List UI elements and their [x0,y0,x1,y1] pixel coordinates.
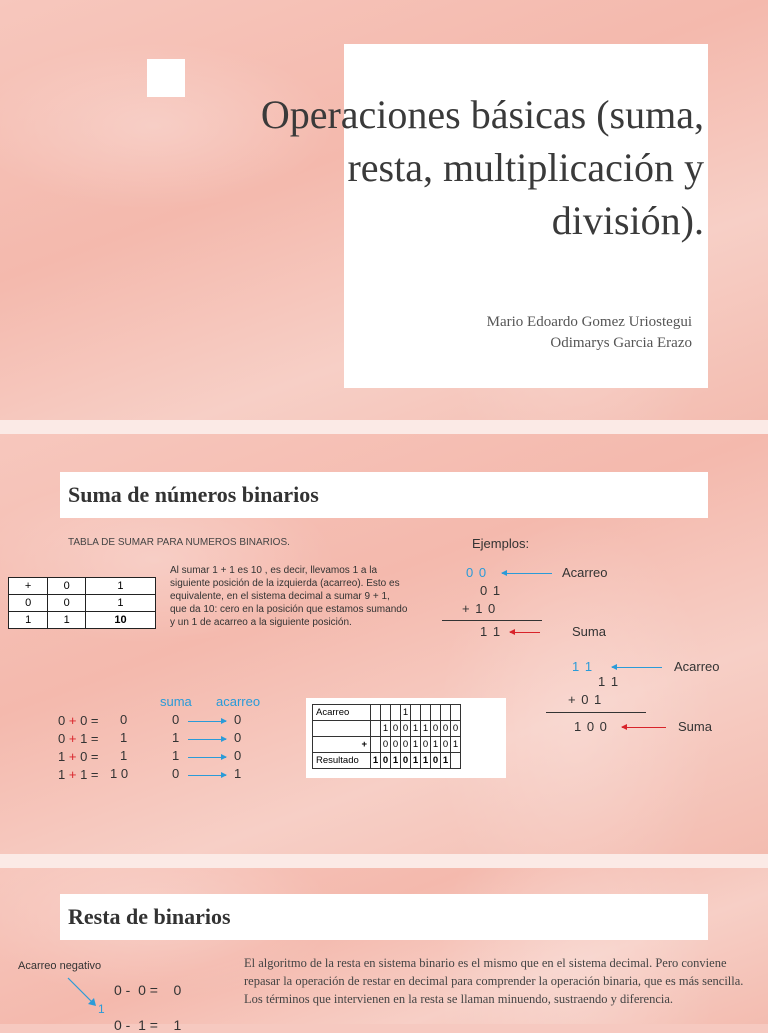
binary-addition-slide [0,434,768,854]
rule-sum: 1 [172,748,180,763]
explanation-text: Al sumar 1 + 1 es 10 , es decir, llevamos 1 a la siguiente posición de la izquierda (acarreo). Esto es equivalente, en el sistema decimal a sumar 9 + 1, que da 10: cero en la posición que estamos sumando y un 1 de acarreo a la siguiente posición. [170,565,408,628]
rule-b: 1 = [80,731,99,746]
arrow-right-icon [188,757,226,758]
table-cell [431,705,441,721]
table-row [313,705,461,721]
ex2-result: 1 0 0 [574,719,608,734]
table-cell [451,705,461,721]
table-cell: 0 [9,595,48,612]
rule-result: 1 [120,730,128,745]
carry-table-card [306,698,506,778]
ex1-carry-label: Acarreo [562,565,608,580]
table-cell: Resultado [313,753,371,769]
table-cell [381,705,391,721]
table-cell: 0 [401,753,411,769]
table-row [9,595,156,612]
authors [487,312,692,354]
rule-op: + [68,731,77,746]
ex2-operand-a: 1 1 [598,674,620,689]
rule-sum: 0 [172,712,180,727]
negative-carry-label: Acarreo negativo [18,960,102,972]
table-cell: 0 [421,737,431,753]
rule-b: 1 = [80,767,99,782]
table-row [9,612,156,629]
rule-a: 0 [58,731,66,746]
table-cell: 0 [401,721,411,737]
rule-sum: 1 [172,730,180,745]
rule-b: 0 = [80,749,99,764]
arrow-down-right-icon [66,976,102,1012]
binary-subtraction-slide [0,868,768,1033]
table-cell: 1 [401,705,411,721]
table-cell: 1 [85,578,155,595]
rule-a: 1 [58,767,66,782]
ex2-carry: 1 1 [572,659,594,674]
ex2-operand-b: + 0 1 [568,692,603,707]
table-cell [371,737,381,753]
arrow-left-icon [510,632,540,633]
table-cell: 0 [431,753,441,769]
table-row [9,578,156,595]
slide-gap [0,854,768,868]
addition-table [8,577,156,629]
rule-carry: 0 [234,730,242,745]
arrow-left-icon [612,667,662,668]
table-cell: 1 [411,721,421,737]
list-item [58,712,99,730]
examples-label: Ejemplos: [472,536,530,551]
table-cell: 0 [451,721,461,737]
title-line-3: división). [551,198,704,243]
table-cell [313,721,371,737]
rule-result: 1 0 [110,766,129,781]
negative-carry-value: 1 [98,1002,105,1016]
arrow-left-icon [502,573,552,574]
table-cell: 1 [9,612,48,629]
table-cell: 0 [441,721,451,737]
table-cell: 1 [421,721,431,737]
sum-line [546,712,646,713]
rule-a: 0 [58,713,66,728]
ex1-operand-b: + 1 0 [462,601,497,616]
rule-sum: 0 [172,766,180,781]
title-line-1: Operaciones básicas (suma, [260,92,704,137]
rule-a: 1 [58,749,66,764]
author-2: Odimarys Garcia Erazo [550,335,692,351]
rule-b: 0 = [80,713,99,728]
list-item [58,748,99,766]
arrow-right-icon [188,775,226,776]
slide-gap [0,420,768,434]
subtraction-paragraph: El algoritmo de la resta en sistema binario es el mismo que en el sistema decimal. Pero conviene repasar la operación de restar en decimal para comprender la operación binaria, que es más sencilla. Los términos que intervienen en la resta se llaman minuendo, sustraendo y diferencia. [244,956,744,1006]
table-cell: 1 [411,737,421,753]
col-suma-label: suma [160,694,192,709]
table-cell: 1 [48,612,86,629]
arrow-left-icon [622,727,666,728]
subtraction-row: 0 - 0 = 0 [114,982,182,998]
rule-carry: 0 [234,748,242,763]
table-cell: 10 [85,612,155,629]
list-item [58,730,99,748]
ex2-sum-label: Suma [678,719,712,734]
carry-table [312,704,461,769]
arrow-right-icon [188,739,226,740]
table-cell: 1 [371,753,381,769]
author-1: Mario Edoardo Gomez Uriostegui [486,314,692,330]
table-cell [441,705,451,721]
table-cell: 1 [411,753,421,769]
table-cell: 0 [48,578,86,595]
table-cell: 1 [421,753,431,769]
table-cell: 1 [381,721,391,737]
table-cell: 0 [48,595,86,612]
table-cell: + [313,737,371,753]
table-cell: 0 [381,753,391,769]
table-cell: 0 [391,721,401,737]
table-cell: + [9,578,48,595]
table-cell [391,705,401,721]
table-row [313,721,461,737]
title-slide [0,0,768,420]
rule-op: + [68,767,77,782]
rule-result: 0 [120,712,128,727]
table-row [313,753,461,769]
rule-carry: 1 [234,766,242,781]
table-cell [451,753,461,769]
arrow-right-icon [188,721,226,722]
table-cell [371,721,381,737]
ex2-carry-label: Acarreo [674,659,720,674]
rule-result: 1 [120,748,128,763]
ex1-operand-a: 0 1 [480,583,502,598]
list-item [58,766,99,784]
sum-line [442,620,542,621]
ex1-sum-label: Suma [572,624,606,639]
table-cell [371,705,381,721]
subtraction-row: 0 - 1 = 1 [114,1017,182,1033]
table-cell: 0 [441,737,451,753]
section-heading: Suma de números binarios [60,472,708,518]
title-line-2: resta, multiplicación y [347,145,704,190]
section-heading: Resta de binarios [60,894,708,940]
rule-op: + [68,749,77,764]
table-row [313,737,461,753]
table-cell: 1 [85,595,155,612]
ex1-carry: 0 0 [466,565,488,580]
table-cell: 0 [381,737,391,753]
table-cell [411,705,421,721]
table-cell: 1 [451,737,461,753]
table-cell: 1 [431,737,441,753]
table-cell: 0 [391,737,401,753]
rule-op: + [68,713,77,728]
rule-carry: 0 [234,712,242,727]
table-caption: TABLA DE SUMAR PARA NUMEROS BINARIOS. [68,537,290,548]
col-acarreo-label: acarreo [216,694,261,709]
ex1-result: 1 1 [480,624,502,639]
table-cell: 0 [401,737,411,753]
table-cell: 1 [391,753,401,769]
presentation-title [104,88,704,247]
table-cell [421,705,431,721]
table-cell: 0 [431,721,441,737]
table-cell: Acarreo [313,705,371,721]
table-cell: 1 [441,753,451,769]
